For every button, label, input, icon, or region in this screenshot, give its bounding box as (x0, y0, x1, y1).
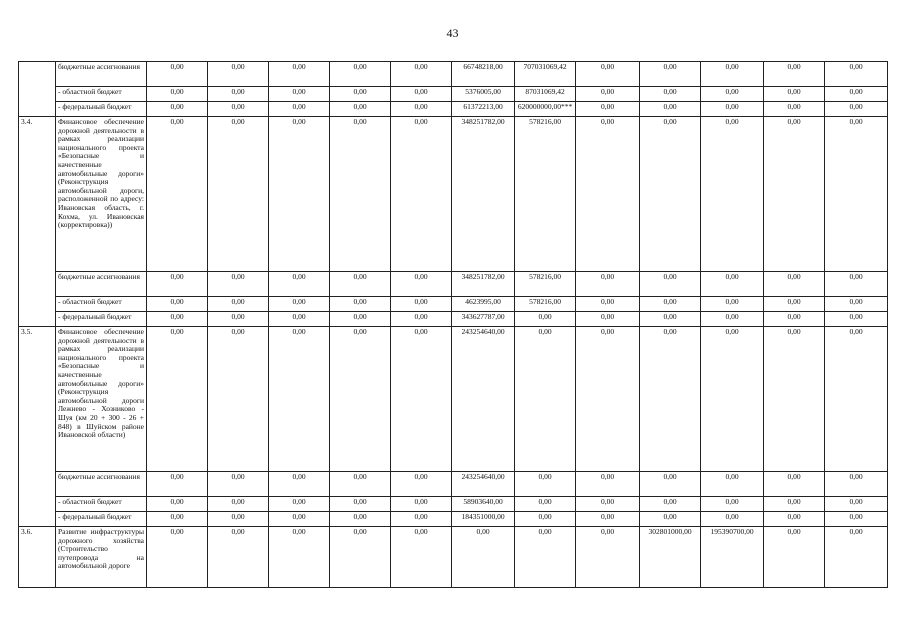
value-cell: 58903640,00 (452, 497, 515, 512)
value-cell: 0,00 (330, 312, 391, 327)
value-cell: 0,00 (269, 117, 330, 272)
value-cell: 0,00 (269, 102, 330, 117)
table-row (19, 312, 888, 327)
row-label: - областной бюджет (56, 497, 147, 512)
value-cell: 0,00 (576, 87, 640, 102)
value-cell: 0,00 (701, 297, 764, 312)
value-cell: 243254640,00 (452, 472, 515, 497)
row-label: бюджетные ассигнования (56, 62, 147, 87)
value-cell: 0,00 (515, 312, 576, 327)
value-cell: 0,00 (640, 62, 701, 87)
value-cell: 0,00 (764, 272, 825, 297)
value-cell: 0,00 (825, 327, 888, 472)
budget-table (18, 61, 888, 588)
value-cell: 0,00 (576, 102, 640, 117)
value-cell: 0,00 (330, 327, 391, 472)
value-cell: 0,00 (269, 62, 330, 87)
value-cell: 0,00 (208, 297, 269, 312)
value-cell: 0,00 (208, 327, 269, 472)
value-cell: 0,00 (391, 272, 452, 297)
value-cell: 184351000,00 (452, 512, 515, 527)
value-cell: 0,00 (515, 512, 576, 527)
value-cell: 0,00 (269, 312, 330, 327)
value-cell: 0,00 (640, 512, 701, 527)
value-cell: 5376005,00 (452, 87, 515, 102)
table-row (19, 272, 888, 297)
value-cell: 0,00 (640, 102, 701, 117)
value-cell: 0,00 (452, 527, 515, 588)
value-cell: 0,00 (147, 102, 208, 117)
value-cell: 0,00 (330, 102, 391, 117)
value-cell: 578216,00 (515, 297, 576, 312)
row-label: Финансовое обеспечение дорожной деятельности в рамках реализации национального проекта «Безопасные и качественные автомобильные дороги» (Реконструкция автомобильной дороги, расположенной по адресу: Ивановская область, г. Кохма, ул. Ивановская (корректировка)) (56, 117, 147, 272)
value-cell: 0,00 (208, 87, 269, 102)
value-cell: 0,00 (764, 512, 825, 527)
row-index: 3.5. (19, 327, 56, 527)
table-row (19, 102, 888, 117)
value-cell: 707031069,42 (515, 62, 576, 87)
value-cell: 0,00 (147, 117, 208, 272)
value-cell: 0,00 (269, 527, 330, 588)
value-cell: 0,00 (701, 272, 764, 297)
value-cell: 0,00 (576, 62, 640, 87)
value-cell: 0,00 (825, 512, 888, 527)
value-cell: 4623995,00 (452, 297, 515, 312)
value-cell: 0,00 (147, 272, 208, 297)
row-label: - федеральный бюджет (56, 312, 147, 327)
value-cell: 0,00 (576, 272, 640, 297)
value-cell: 0,00 (825, 62, 888, 87)
value-cell: 0,00 (391, 87, 452, 102)
value-cell: 0,00 (208, 312, 269, 327)
value-cell: 0,00 (576, 512, 640, 527)
row-label: Финансовое обеспечение дорожной деятельности в рамках реализации национального проекта «Безопасные и качественные автомобильные дороги» (Реконструкция автомобильной дороги Лежнево - Хозниково - Шуя (км 20 + 300 - 26 + 848) в Шуйском районе Ивановской области) (56, 327, 147, 472)
value-cell: 0,00 (208, 272, 269, 297)
value-cell: 0,00 (391, 512, 452, 527)
value-cell: 0,00 (701, 62, 764, 87)
value-cell: 0,00 (576, 312, 640, 327)
value-cell: 0,00 (764, 102, 825, 117)
value-cell: 0,00 (701, 87, 764, 102)
value-cell: 0,00 (330, 497, 391, 512)
page-number: 43 (446, 26, 459, 40)
value-cell: 0,00 (147, 527, 208, 588)
value-cell: 0,00 (701, 497, 764, 512)
value-cell: 0,00 (391, 527, 452, 588)
value-cell: 620000000,00*** (515, 102, 576, 117)
value-cell: 0,00 (391, 102, 452, 117)
value-cell: 0,00 (825, 297, 888, 312)
value-cell: 0,00 (576, 497, 640, 512)
value-cell: 0,00 (764, 117, 825, 272)
value-cell: 0,00 (147, 327, 208, 472)
value-cell: 0,00 (208, 62, 269, 87)
value-cell: 0,00 (269, 472, 330, 497)
value-cell: 0,00 (764, 472, 825, 497)
value-cell: 0,00 (391, 117, 452, 272)
value-cell: 0,00 (825, 472, 888, 497)
value-cell: 0,00 (330, 272, 391, 297)
table-body (19, 62, 888, 588)
value-cell: 0,00 (764, 312, 825, 327)
value-cell: 0,00 (640, 312, 701, 327)
value-cell: 0,00 (576, 472, 640, 497)
value-cell: 0,00 (269, 87, 330, 102)
value-cell: 0,00 (825, 272, 888, 297)
row-label: - областной бюджет (56, 87, 147, 102)
value-cell: 0,00 (515, 472, 576, 497)
table-row (19, 62, 888, 87)
value-cell: 0,00 (208, 117, 269, 272)
value-cell: 61372213,00 (452, 102, 515, 117)
value-cell: 0,00 (391, 472, 452, 497)
value-cell: 0,00 (701, 102, 764, 117)
value-cell: 0,00 (825, 117, 888, 272)
row-label: бюджетные ассигнования (56, 272, 147, 297)
value-cell: 0,00 (825, 102, 888, 117)
value-cell: 0,00 (825, 497, 888, 512)
value-cell: 302801000,00 (640, 527, 701, 588)
value-cell: 0,00 (515, 527, 576, 588)
value-cell: 0,00 (391, 327, 452, 472)
value-cell: 0,00 (208, 527, 269, 588)
value-cell: 0,00 (576, 297, 640, 312)
row-label: - федеральный бюджет (56, 102, 147, 117)
value-cell: 0,00 (576, 117, 640, 272)
value-cell: 0,00 (147, 497, 208, 512)
value-cell: 578216,00 (515, 272, 576, 297)
value-cell: 0,00 (208, 512, 269, 527)
value-cell: 243254640,00 (452, 327, 515, 472)
value-cell: 0,00 (147, 472, 208, 497)
value-cell: 0,00 (330, 527, 391, 588)
value-cell: 0,00 (701, 472, 764, 497)
value-cell: 0,00 (330, 62, 391, 87)
value-cell: 0,00 (147, 297, 208, 312)
value-cell: 0,00 (825, 87, 888, 102)
row-label: бюджетные ассигнования (56, 472, 147, 497)
value-cell: 0,00 (640, 472, 701, 497)
value-cell: 0,00 (147, 62, 208, 87)
row-label: Развитие инфраструктуры дорожного хозяйства (Строительство путепровода на автомобильной дороге (56, 527, 147, 588)
value-cell: 343627787,00 (452, 312, 515, 327)
value-cell: 0,00 (330, 297, 391, 312)
value-cell: 0,00 (269, 497, 330, 512)
table-row (19, 117, 888, 272)
value-cell: 578216,00 (515, 117, 576, 272)
value-cell: 0,00 (576, 327, 640, 472)
row-label: - федеральный бюджет (56, 512, 147, 527)
value-cell: 0,00 (764, 62, 825, 87)
row-index: 3.4. (19, 117, 56, 327)
value-cell: 0,00 (147, 87, 208, 102)
value-cell: 0,00 (764, 327, 825, 472)
value-cell: 0,00 (640, 497, 701, 512)
row-label: - областной бюджет (56, 297, 147, 312)
table-row (19, 87, 888, 102)
table-row (19, 327, 888, 472)
value-cell: 0,00 (269, 272, 330, 297)
value-cell: 0,00 (330, 512, 391, 527)
value-cell: 0,00 (640, 327, 701, 472)
value-cell: 0,00 (640, 272, 701, 297)
value-cell: 348251782,00 (452, 272, 515, 297)
value-cell: 0,00 (701, 327, 764, 472)
value-cell: 0,00 (330, 117, 391, 272)
value-cell: 0,00 (825, 527, 888, 588)
row-index: 3.6. (19, 527, 56, 588)
value-cell: 0,00 (701, 117, 764, 272)
value-cell: 0,00 (825, 312, 888, 327)
value-cell: 0,00 (269, 512, 330, 527)
value-cell: 0,00 (208, 472, 269, 497)
value-cell: 0,00 (330, 87, 391, 102)
value-cell: 87031069,42 (515, 87, 576, 102)
table-row (19, 472, 888, 497)
value-cell: 0,00 (269, 297, 330, 312)
value-cell: 0,00 (391, 62, 452, 87)
value-cell: 0,00 (640, 117, 701, 272)
value-cell: 0,00 (391, 297, 452, 312)
value-cell: 0,00 (701, 312, 764, 327)
table-row (19, 512, 888, 527)
value-cell: 0,00 (147, 512, 208, 527)
value-cell: 195390700,00 (701, 527, 764, 588)
value-cell: 0,00 (269, 327, 330, 472)
value-cell: 0,00 (391, 312, 452, 327)
value-cell: 0,00 (391, 497, 452, 512)
table-row (19, 297, 888, 312)
value-cell: 0,00 (330, 472, 391, 497)
value-cell: 0,00 (764, 497, 825, 512)
value-cell: 0,00 (764, 297, 825, 312)
value-cell: 0,00 (147, 312, 208, 327)
value-cell: 66748218,00 (452, 62, 515, 87)
value-cell: 0,00 (640, 297, 701, 312)
value-cell: 0,00 (701, 512, 764, 527)
value-cell: 0,00 (208, 102, 269, 117)
value-cell: 0,00 (515, 327, 576, 472)
value-cell: 0,00 (640, 87, 701, 102)
table-row (19, 527, 888, 588)
table-row (19, 497, 888, 512)
value-cell: 0,00 (208, 497, 269, 512)
value-cell: 0,00 (764, 87, 825, 102)
value-cell: 0,00 (515, 497, 576, 512)
value-cell: 0,00 (576, 527, 640, 588)
value-cell: 348251782,00 (452, 117, 515, 272)
row-index (19, 62, 56, 117)
value-cell: 0,00 (764, 527, 825, 588)
